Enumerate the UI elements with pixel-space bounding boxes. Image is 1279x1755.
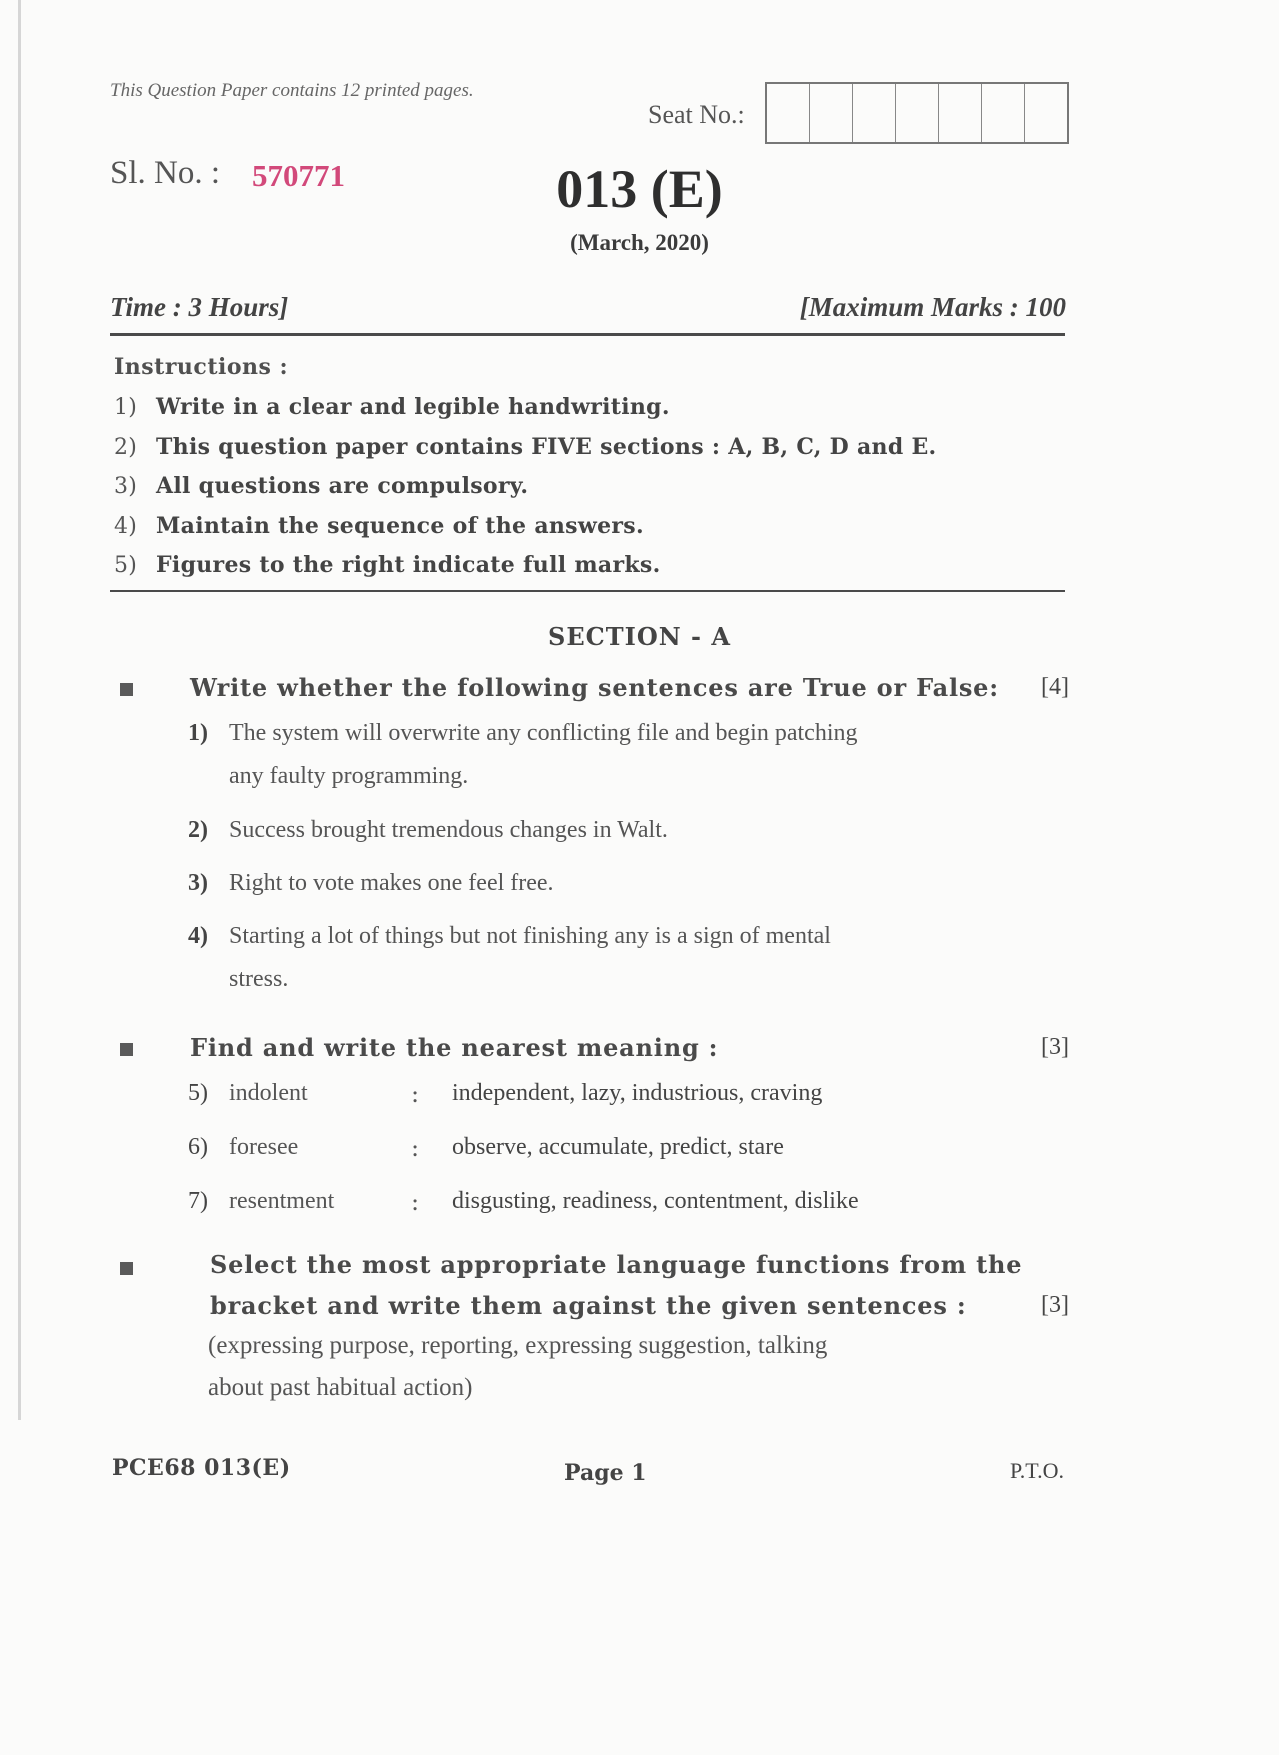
instruction-text: Maintain the sequence of the answers.: [156, 513, 644, 539]
pages-note: This Question Paper contains 12 printed pages.: [110, 80, 474, 101]
footer-code: PCE68 013(E): [112, 1455, 291, 1481]
word-text: indolent: [229, 1080, 308, 1106]
instruction-number: 3): [114, 474, 138, 499]
seat-box: [810, 84, 853, 142]
item-number: 1): [188, 720, 208, 746]
q2-heading: Find and write the nearest meaning :: [190, 1033, 719, 1062]
word-text: foresee: [229, 1134, 299, 1160]
q1-item-1-continued: any faulty programming.: [229, 763, 469, 789]
item-text: The system will overwrite any conflicting file and begin patching: [229, 720, 858, 746]
item-text: Success brought tremendous changes in Walt.: [229, 817, 668, 843]
instruction-text: All questions are compulsory.: [156, 473, 529, 499]
instruction-number: 2): [114, 435, 138, 460]
page-number: Page 1: [564, 1460, 647, 1486]
instruction-item: [114, 552, 661, 578]
square-bullet-icon: [120, 683, 133, 696]
instructions-title: Instructions :: [114, 354, 289, 380]
instruction-text: Write in a clear and legible handwriting.: [156, 394, 670, 420]
seat-box: [853, 84, 896, 142]
paper-code: 013 (E): [556, 159, 723, 219]
q1-item-2: [188, 817, 668, 844]
q1-marks: [4]: [1041, 674, 1069, 700]
square-bullet-icon: [120, 1262, 133, 1275]
q1-item-4: [188, 923, 831, 950]
instruction-number: 5): [114, 553, 138, 578]
q3-heading-line2: bracket and write them against the given sentences :: [210, 1291, 967, 1320]
item-text: Starting a lot of things but not finishing any is a sign of mental: [229, 923, 831, 949]
header-divider: [110, 333, 1065, 336]
q1-item-1: [188, 720, 858, 747]
vocab-word: [188, 1080, 308, 1107]
item-number: 7): [188, 1188, 208, 1214]
q3-bracket-line2: about past habitual action): [208, 1374, 473, 1401]
vocab-word: [188, 1188, 334, 1215]
time-allowed: Time : 3 Hours]: [110, 292, 289, 322]
seat-label: Seat No.:: [648, 100, 745, 129]
vocab-options: observe, accumulate, predict, stare: [452, 1134, 784, 1160]
seat-box: [982, 84, 1025, 142]
item-number: 6): [188, 1134, 208, 1160]
vocab-options: independent, lazy, industrious, craving: [452, 1080, 823, 1106]
instruction-number: 4): [114, 514, 138, 539]
vocab-colon: :: [411, 1080, 420, 1108]
q3-heading-line1: Select the most appropriate language functions from the: [210, 1250, 1023, 1279]
seat-box: [896, 84, 939, 142]
q1-item-4-continued: stress.: [229, 966, 289, 992]
item-number: 4): [188, 923, 208, 949]
please-turn-over: P.T.O.: [1010, 1458, 1064, 1483]
instruction-number: 1): [114, 395, 138, 420]
instruction-text: Figures to the right indicate full marks.: [156, 552, 661, 578]
item-number: 2): [188, 817, 208, 843]
q3-marks: [3]: [1041, 1292, 1069, 1318]
q2-marks: [3]: [1041, 1034, 1069, 1060]
item-number: 5): [188, 1080, 208, 1106]
instruction-item: [114, 394, 670, 420]
q1-heading: Write whether the following sentences are True or False:: [190, 673, 999, 702]
item-number: 3): [188, 870, 208, 896]
instructions-divider: [110, 590, 1065, 592]
serial-number: 570771: [252, 158, 345, 193]
q1-item-3: [188, 870, 554, 897]
vocab-word: [188, 1134, 298, 1161]
instruction-item: [114, 513, 644, 539]
serial-label: Sl. No. :: [110, 155, 221, 191]
word-text: resentment: [229, 1188, 335, 1214]
vocab-colon: :: [411, 1188, 420, 1216]
instruction-item: [114, 473, 528, 499]
seat-box: [767, 84, 810, 142]
instruction-text: This question paper contains FIVE sections : A, B, C, D and E.: [156, 434, 937, 460]
seat-box: [939, 84, 982, 142]
seat-number-boxes: [765, 82, 1069, 144]
instruction-item: [114, 434, 937, 460]
exam-date: (March, 2020): [570, 230, 709, 255]
q3-bracket-line1: (expressing purpose, reporting, expressing suggestion, talking: [208, 1332, 828, 1359]
vocab-options: disgusting, readiness, contentment, dislike: [452, 1188, 859, 1214]
maximum-marks: [Maximum Marks : 100: [799, 292, 1066, 322]
section-a-title: SECTION - A: [548, 622, 731, 651]
item-text: Right to vote makes one feel free.: [229, 870, 554, 896]
vocab-colon: :: [411, 1134, 420, 1162]
seat-box: [1025, 84, 1067, 142]
square-bullet-icon: [120, 1043, 133, 1056]
